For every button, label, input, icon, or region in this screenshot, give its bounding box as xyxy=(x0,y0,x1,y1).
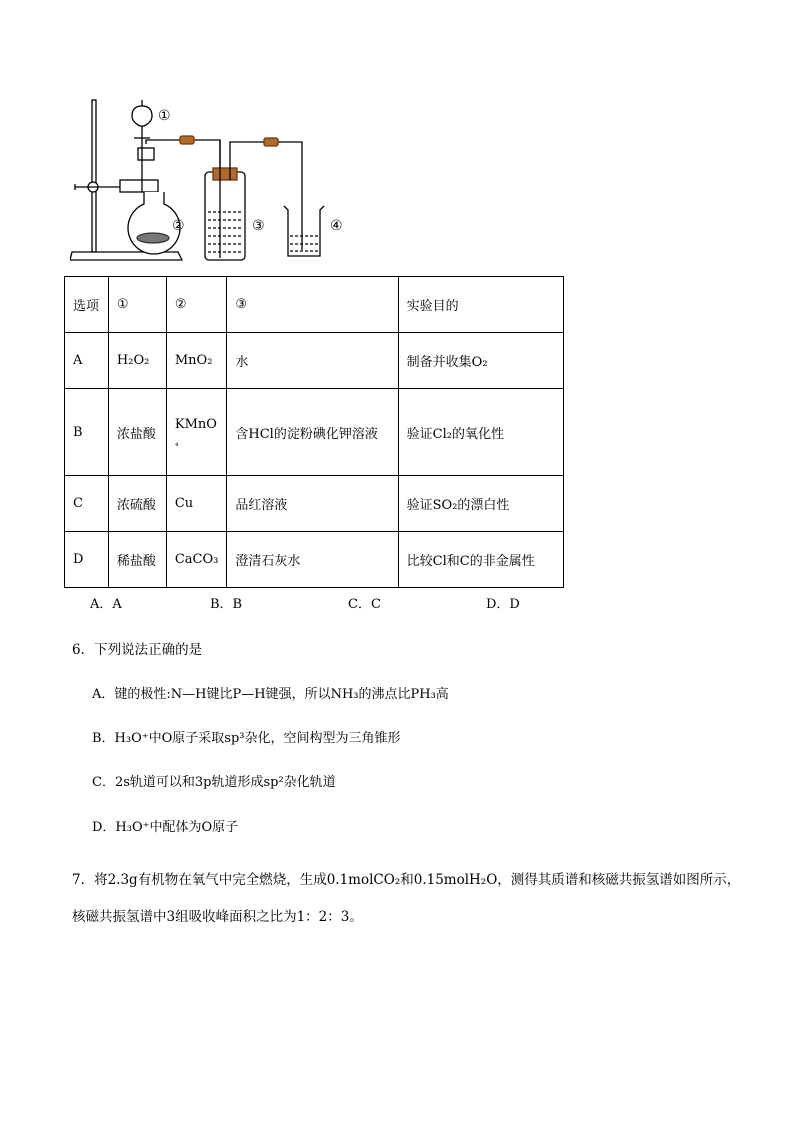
table-row xyxy=(65,476,564,532)
table-cell: 验证SO₂的漂白性 xyxy=(398,476,563,532)
label-4: ④ xyxy=(330,218,343,234)
header-cell: 实验目的 xyxy=(398,277,563,333)
question-6-stem: 6．下列说法正确的是 xyxy=(72,642,203,658)
cell-line: KMnO xyxy=(174,417,217,432)
table-cell: H₂O₂ xyxy=(108,333,166,389)
table-cell: MnO₂ xyxy=(166,333,227,389)
table-header-row xyxy=(65,277,564,333)
question-6-option-d: D．H₃O⁺中配体为O原子 xyxy=(92,820,239,835)
table-cell: 稀盐酸 xyxy=(108,532,166,588)
table-cell: 品红溶液 xyxy=(227,476,398,532)
table-cell: CaCO₃ xyxy=(166,532,227,588)
table-cell: 浓盐酸 xyxy=(108,389,166,476)
experiment-table xyxy=(64,276,564,588)
choice-c: C．C xyxy=(348,597,381,612)
question-6-option-a: A．键的极性:N—H键比P—H键强，所以NH₃的沸点比PH₃高 xyxy=(92,687,449,702)
header-cell: 选项 xyxy=(65,277,109,333)
label-3: ③ xyxy=(252,218,265,234)
table-row xyxy=(65,333,564,389)
table-cell: 比较Cl和C的非金属性 xyxy=(398,532,563,588)
table-cell: 浓硫酸 xyxy=(108,476,166,532)
table-cell: 含HCl的淀粉碘化钾溶液 xyxy=(227,389,398,476)
table-cell: Cu xyxy=(166,476,227,532)
table-cell: 验证Cl₂的氧化性 xyxy=(398,389,563,476)
label-1: ① xyxy=(158,108,171,124)
cell-line: ₄ xyxy=(174,439,179,449)
question-6-option-b: B．H₃O⁺中O原子采取sp³杂化，空间构型为三角锥形 xyxy=(92,731,401,746)
header-cell: ③ xyxy=(227,277,398,333)
choice-d: D．D xyxy=(486,597,520,612)
label-2: ② xyxy=(172,218,185,234)
table-row xyxy=(65,532,564,588)
question-7-text: 7．将2.3g有机物在氧气中完全燃烧，生成0.1molCO₂和0.15molH₂O，测得其质谱和核磁共振氢谱如图所示，核磁共振氢谱中3组吸收峰面积之比为1：2：3。 xyxy=(72,872,741,925)
table-cell: 制备并收集O₂ xyxy=(398,333,563,389)
choice-a: A．A xyxy=(90,597,122,612)
table-cell: 澄清石灰水 xyxy=(227,532,398,588)
choice-b: B．B xyxy=(210,597,243,612)
table-cell: C xyxy=(65,476,109,532)
header-cell: ① xyxy=(108,277,166,333)
table-row xyxy=(65,389,564,476)
question-6-option-c: C．2s轨道可以和3p轨道形成sp²杂化轨道 xyxy=(92,775,336,790)
table-cell: A xyxy=(65,333,109,389)
table-cell: B xyxy=(65,389,109,476)
header-cell: ② xyxy=(166,277,227,333)
apparatus-figure xyxy=(70,94,360,266)
table-cell: 水 xyxy=(227,333,398,389)
table-cell: D xyxy=(65,532,109,588)
table-cell xyxy=(166,389,227,476)
